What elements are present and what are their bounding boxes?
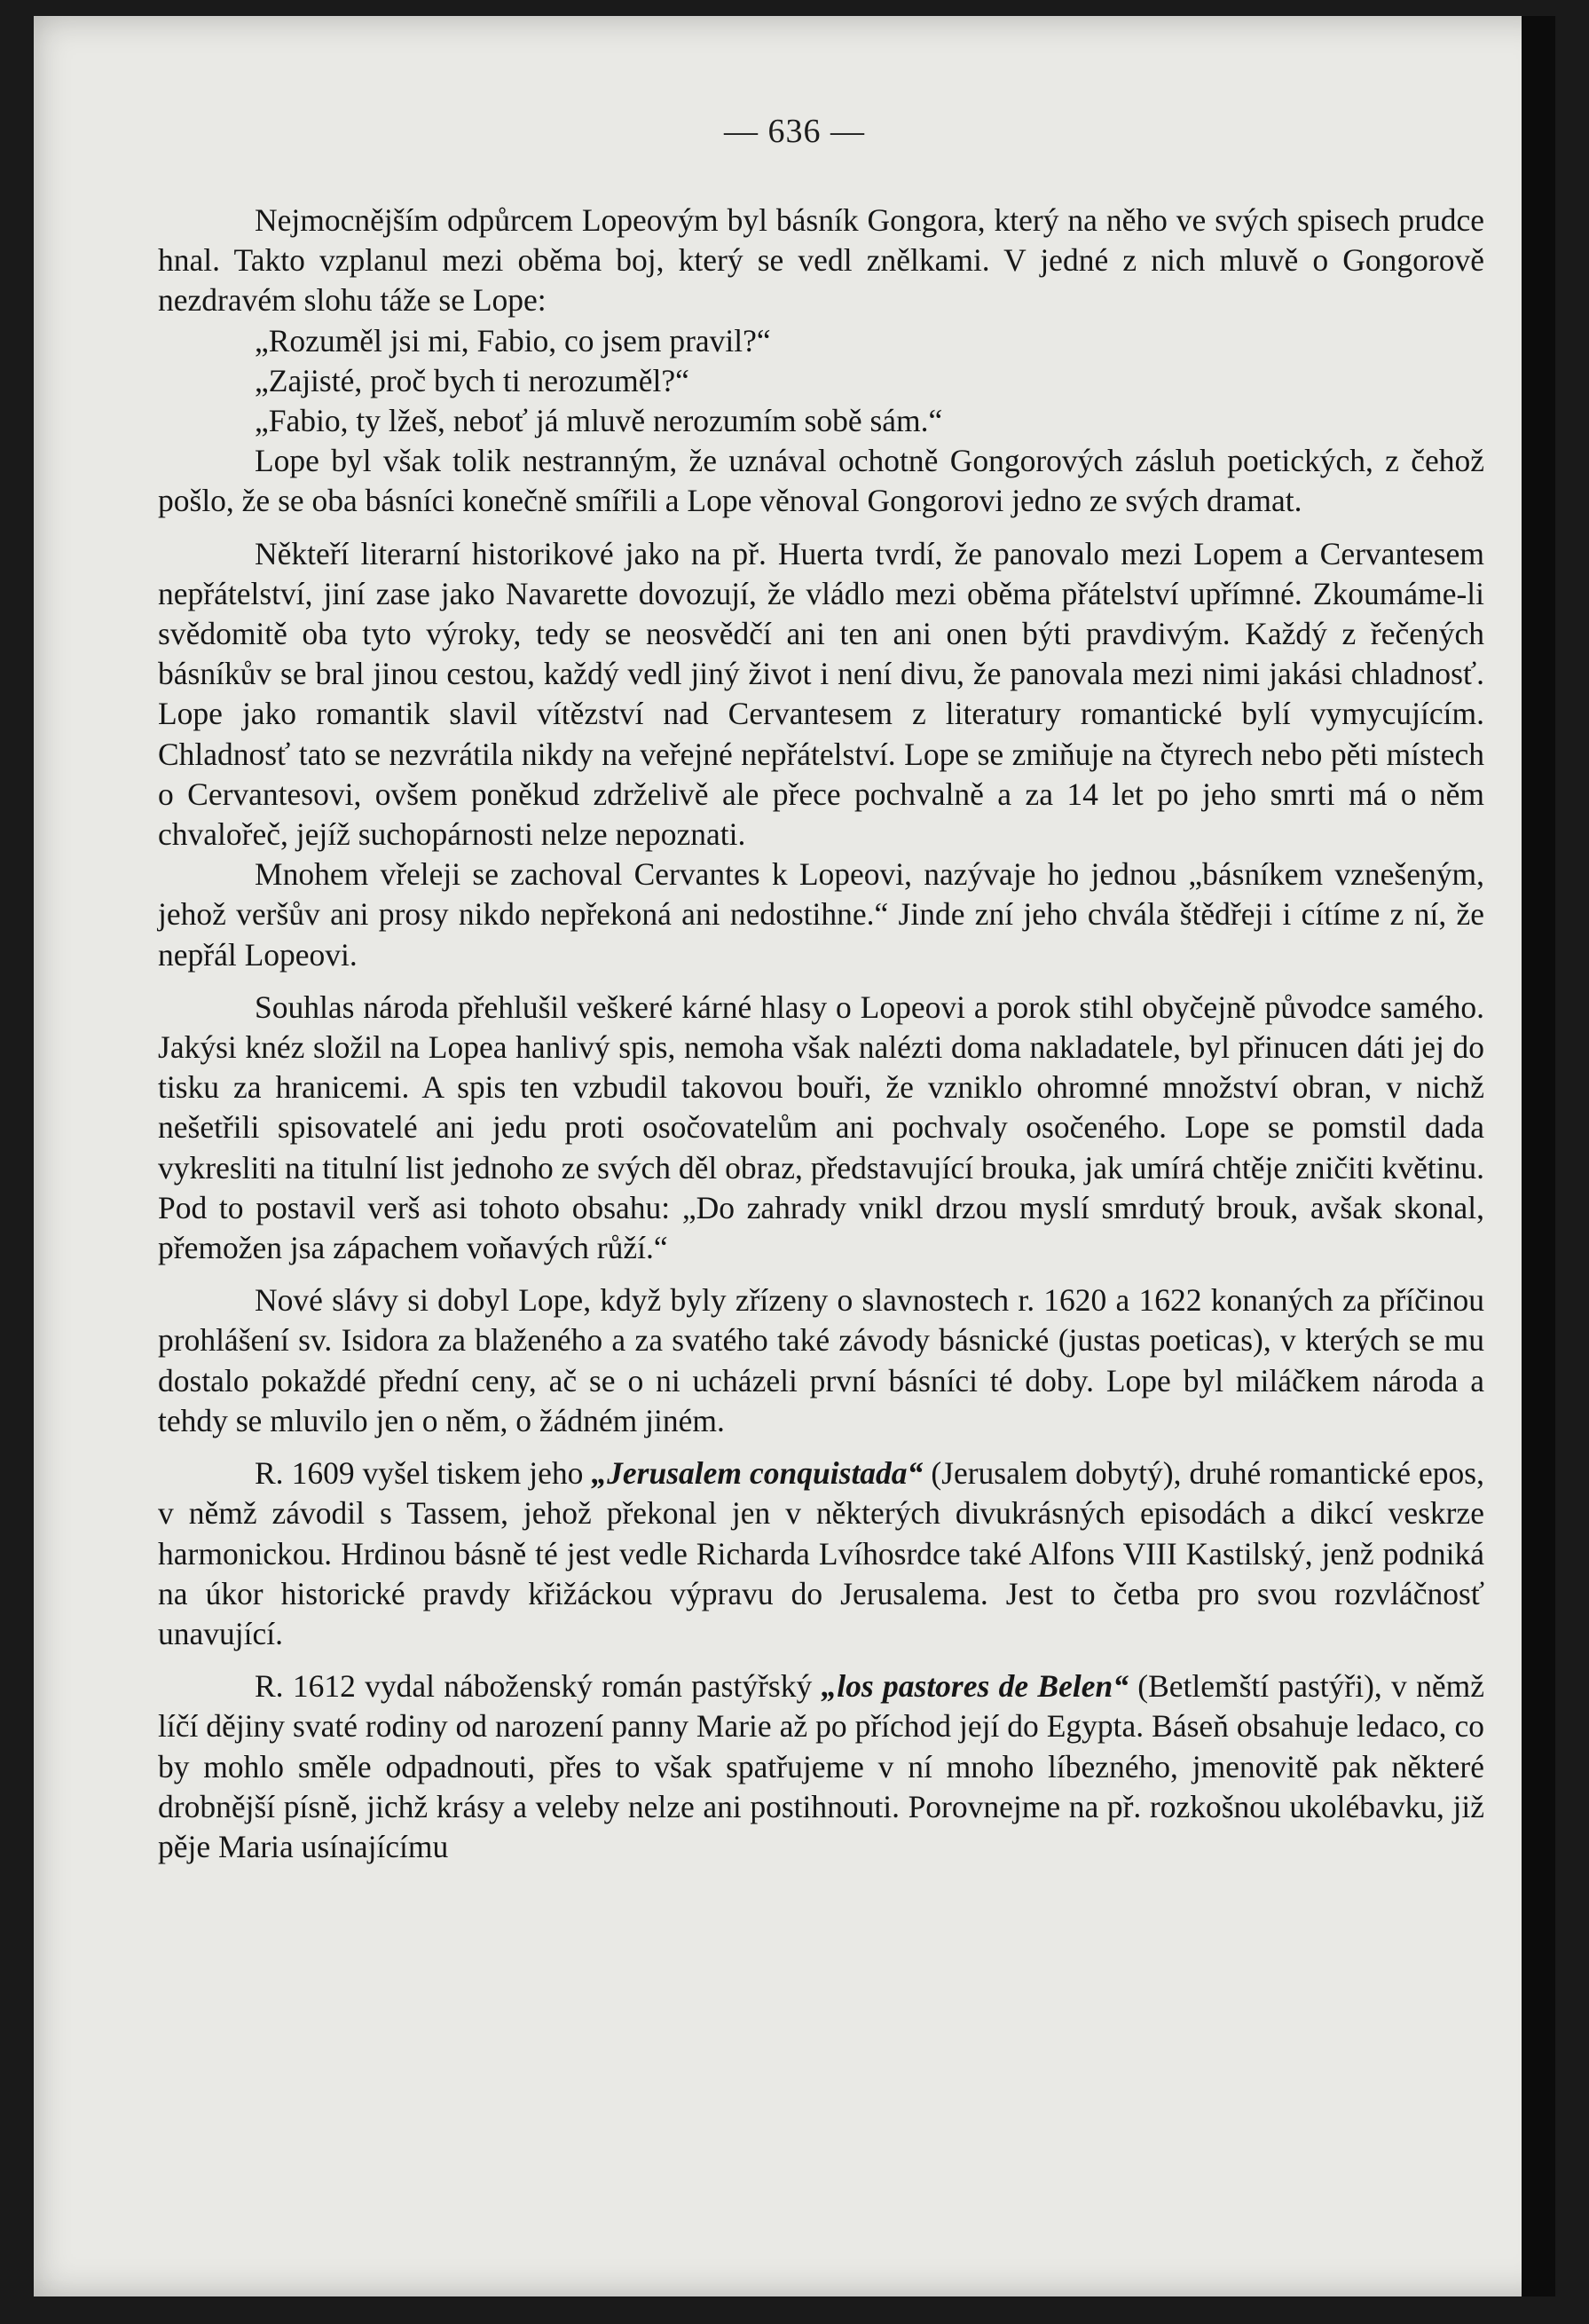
quote-line-2: „Zajisté, proč bych ti nerozuměl?“ bbox=[255, 362, 689, 398]
book-page bbox=[34, 16, 1555, 2296]
paragraph-8 bbox=[158, 1666, 1484, 1867]
page-edge-shadow bbox=[1522, 16, 1555, 2296]
quote-line-3: „Fabio, ty lžeš, neboť já mluvě nerozumím sobě sám.“ bbox=[255, 403, 943, 439]
paragraph-3: Někteří literarní historikové jako na př. Huerta tvrdí, že panovalo mezi Lopem a Cervantesem nepřátelství, jiní zase jako Navarette dovozují, že vládlo mezi oběma přátelství upřímné. Zkoumáme-li svědomitě oba tyto výroky, tedy se neosvědčí ani ten ani onen býti pravdivým. Každý z řečených básníkův se bral jinou cestou, každý vedl jiný život i není divu, že panovala mezi nimi jakási chladnosť. Lope jako romantik slavil vítězství nad Cervantesem z literatury romantické bylí vymycujícím. Chladnosť tato se nezvrátila nikdy na veřejné nepřátelství. Lope se zmiňuje na čtyrech nebo pěti místech o Cervantesovi, ovšem poněkud zdrželivě ale přece pochvalně a za 14 let po jeho smrti má o něm chvalořeč, jejíž suchopárnosti nelze nepoznati. bbox=[158, 535, 1484, 853]
title-jerusalem-conquistada: „Jerusalem conquistada“ bbox=[591, 1455, 924, 1492]
quote-line-1: „Rozuměl jsi mi, Fabio, co jsem pravil?“ bbox=[255, 322, 771, 358]
paragraph-8-lead: R. 1612 vydal náboženský román pastýřský bbox=[255, 1668, 822, 1705]
title-los-pastores-de-belen: „los pastores de Belen“ bbox=[821, 1668, 1129, 1705]
paragraph-4: Mnohem vřeleji se zachoval Cervantes k Lopeovi, nazývaje ho jednou „básníkem vznešeným, jehož veršův ani prosy nikdo nepřekoná ani nedostihne.“ Jinde zní jeho chvála štědřeji i cítíme z ní, že nepřál Lopeovi. bbox=[158, 856, 1484, 973]
paragraph-6: Nové slávy si dobyl Lope, když byly zřízeny o slavnostech r. 1620 a 1622 konaných za příčinou prohlášení sv. Isidora za blaženého a za svatého také závody básnické (justas poeticas), v kterých se mu dostalo pokaždé přední ceny, ač se o ni ucházeli první básníci té doby. Lope byl miláčkem národa a tehdy se mluvilo jen o něm, o žádném jiném. bbox=[158, 1282, 1484, 1438]
body-text bbox=[158, 201, 1484, 1867]
paragraph-2: Lope byl však tolik nestranným, že uznával ochotně Gongorových zásluh poetických, z čehož pošlo, že se oba básníci konečně smířili a Lope věnoval Gongorovi jedno ze svých dramat. bbox=[158, 443, 1484, 519]
paragraph-8-rest: (Betlemští pastýři), v němž líčí dějiny svaté rodiny od narození panny Marie až po příchod její do Egypta. Báseň obsahuje ledaco, co by mohlo směle odpadnouti, přes to však spatřujeme v ní mnoho líbezného, jmenovitě pak některé drobnější písně, jichž krásy a veleby nelze ani postihnouti. Porovnejme na př. rozkošnou ukolébavku, již pěje Maria usínajícímu bbox=[158, 1668, 1484, 1864]
paragraph-7-lead: R. 1609 vyšel tiskem jeho bbox=[255, 1455, 592, 1492]
paragraph-7 bbox=[158, 1453, 1484, 1654]
paragraph-1: Nejmocnějším odpůrcem Lopeovým byl básník Gongora, který na něho ve svých spisech prudce hnal. Takto vzplanul mezi oběma boj, který se vedl znělkami. V jedné z nich mluvě o Gongorově nezdravém slohu táže se Lope: bbox=[158, 202, 1484, 319]
page-number: — 636 — bbox=[724, 113, 865, 150]
paragraph-7-rest: (Jerusalem dobytý), druhé romantické epos, v němž závodil s Tassem, jehož překonal jen v některých divukrásných episodách a dikcí veskrze harmonickou. Hrdinou básně té jest vedle Richarda Lvíhosrdce také Alfons VIII Kastilský, jenž podniká na úkor historické pravdy křižáckou výpravu do Jerusalema. Jest to četba pro svou rozvláčnosť unavující. bbox=[158, 1455, 1484, 1651]
paragraph-5: Souhlas národa přehlušil veškeré kárné hlasy o Lopeovi a porok stihl obyčejně původce samého. Jakýsi knéz složil na Lopea hanlivý spis, nemoha však nalézti doma nakladatele, byl přinucen dáti jej do tisku za hranicemi. A spis ten vzbudil takovou bouři, že vzniklo ohromné množství obran, v nichž nešetřili spisovatelé ani jedu proti osočovatelům ani pochvaly osočeného. Lope se pomstil dada vykresliti na titulní list jednoho ze svých děl obraz, představující brouka, jak umírá chtěje zničiti květinu. Pod to postavil verš asi tohoto obsahu: „Do zahrady vnikl drzou myslí smrdutý brouk, avšak skonal, přemožen jsa zápachem voňavých růží.“ bbox=[158, 989, 1484, 1266]
